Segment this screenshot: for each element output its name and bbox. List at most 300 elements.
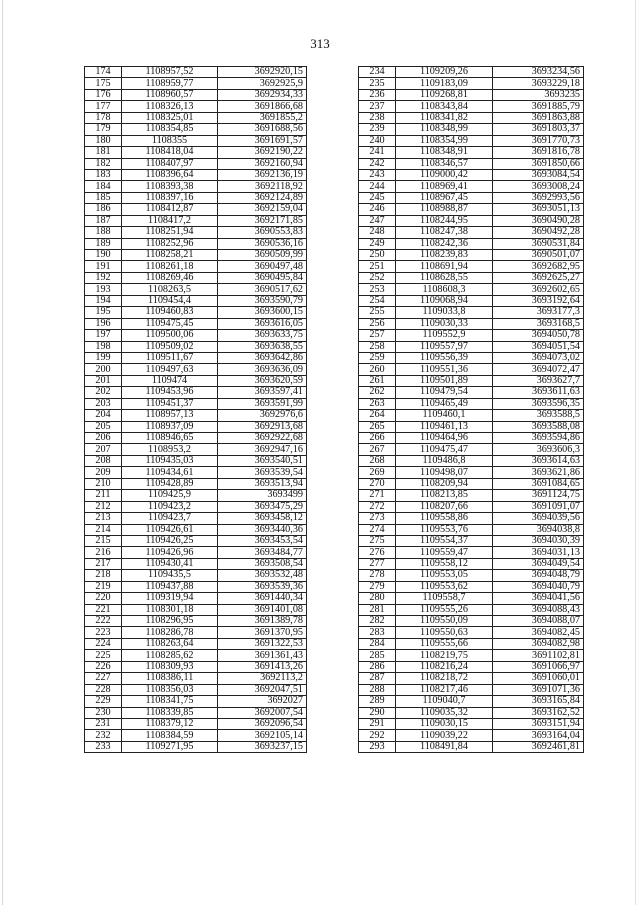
point-number-cell: 258 — [359, 341, 396, 352]
y-coordinate-cell: 3690492,28 — [493, 227, 584, 238]
x-coordinate-cell: 1109039,22 — [396, 730, 493, 741]
x-coordinate-cell: 1108341,82 — [396, 112, 493, 123]
y-coordinate-cell: 3693616,05 — [218, 318, 307, 329]
table-row — [85, 101, 307, 112]
point-number-cell: 222 — [85, 616, 122, 627]
table-row — [359, 112, 584, 123]
table-row — [85, 135, 307, 146]
point-number-cell: 244 — [359, 181, 396, 192]
table-row — [359, 467, 584, 478]
table-row — [85, 421, 307, 432]
table-row — [85, 410, 307, 421]
table-row — [359, 147, 584, 158]
y-coordinate-cell: 3692625,27 — [493, 272, 584, 283]
y-coordinate-cell: 3693164,04 — [493, 730, 584, 741]
x-coordinate-cell: 1109000,42 — [396, 169, 493, 180]
table-row — [359, 707, 584, 718]
point-number-cell: 199 — [85, 352, 122, 363]
point-number-cell: 195 — [85, 307, 122, 318]
table-row — [85, 250, 307, 261]
point-number-cell: 237 — [359, 101, 396, 112]
y-coordinate-cell: 3694038,8 — [493, 524, 584, 535]
y-coordinate-cell: 3692934,33 — [218, 89, 307, 100]
point-number-cell: 200 — [85, 364, 122, 375]
point-number-cell: 209 — [85, 467, 122, 478]
x-coordinate-cell: 1109426,61 — [122, 524, 218, 535]
point-number-cell: 223 — [85, 627, 122, 638]
x-coordinate-cell: 1108397,16 — [122, 192, 218, 203]
x-coordinate-cell: 1108239,83 — [396, 250, 493, 261]
point-number-cell: 188 — [85, 227, 122, 238]
table-row — [85, 341, 307, 352]
y-coordinate-cell: 3693611,63 — [493, 387, 584, 398]
point-number-cell: 191 — [85, 261, 122, 272]
x-coordinate-cell: 1109209,26 — [396, 67, 493, 78]
point-number-cell: 293 — [359, 741, 396, 752]
y-coordinate-cell: 3691770,73 — [493, 135, 584, 146]
table-row — [359, 650, 584, 661]
y-coordinate-cell: 3693475,29 — [218, 501, 307, 512]
y-coordinate-cell: 3693636,09 — [218, 364, 307, 375]
x-coordinate-cell: 1108244,95 — [396, 215, 493, 226]
x-coordinate-cell: 1108296,95 — [122, 616, 218, 627]
point-number-cell: 236 — [359, 89, 396, 100]
x-coordinate-cell: 1108967,45 — [396, 192, 493, 203]
y-coordinate-cell: 3693621,86 — [493, 467, 584, 478]
table-row — [359, 295, 584, 306]
table-row — [85, 387, 307, 398]
x-coordinate-cell: 1109040,7 — [396, 696, 493, 707]
point-number-cell: 216 — [85, 547, 122, 558]
y-coordinate-cell: 3693508,54 — [218, 558, 307, 569]
y-coordinate-cell: 3690490,28 — [493, 215, 584, 226]
y-coordinate-cell: 3692171,85 — [218, 215, 307, 226]
point-number-cell: 249 — [359, 238, 396, 249]
point-number-cell: 224 — [85, 638, 122, 649]
y-coordinate-cell: 3694041,56 — [493, 593, 584, 604]
point-number-cell: 284 — [359, 638, 396, 649]
y-coordinate-cell: 3693440,36 — [218, 524, 307, 535]
table-row — [85, 204, 307, 215]
point-number-cell: 184 — [85, 181, 122, 192]
x-coordinate-cell: 1109454,4 — [122, 295, 218, 306]
point-number-cell: 263 — [359, 398, 396, 409]
table-row — [85, 535, 307, 546]
point-number-cell: 220 — [85, 593, 122, 604]
y-coordinate-cell: 3692136,19 — [218, 169, 307, 180]
y-coordinate-cell: 3694073,02 — [493, 352, 584, 363]
table-row — [85, 192, 307, 203]
point-number-cell: 205 — [85, 421, 122, 432]
y-coordinate-cell: 3692027 — [218, 696, 307, 707]
point-number-cell: 211 — [85, 490, 122, 501]
x-coordinate-cell: 1109435,5 — [122, 570, 218, 581]
x-coordinate-cell: 1109501,89 — [396, 375, 493, 386]
point-number-cell: 218 — [85, 570, 122, 581]
x-coordinate-cell: 1108418,04 — [122, 147, 218, 158]
y-coordinate-cell: 3693594,86 — [493, 433, 584, 444]
x-coordinate-cell: 1108354,85 — [122, 124, 218, 135]
point-number-cell: 257 — [359, 330, 396, 341]
table-row — [359, 307, 584, 318]
point-number-cell: 234 — [359, 67, 396, 78]
x-coordinate-cell: 1108988,87 — [396, 204, 493, 215]
y-coordinate-cell: 3692047,51 — [218, 684, 307, 695]
table-row — [85, 78, 307, 89]
x-coordinate-cell: 1108960,57 — [122, 89, 218, 100]
point-number-cell: 259 — [359, 352, 396, 363]
y-coordinate-cell: 3693539,36 — [218, 581, 307, 592]
table-row — [85, 112, 307, 123]
point-number-cell: 242 — [359, 158, 396, 169]
y-coordinate-cell: 3690517,62 — [218, 284, 307, 295]
point-number-cell: 279 — [359, 581, 396, 592]
x-coordinate-cell: 1108379,12 — [122, 718, 218, 729]
point-number-cell: 254 — [359, 295, 396, 306]
table-row — [359, 192, 584, 203]
point-number-cell: 208 — [85, 455, 122, 466]
y-coordinate-cell: 3691091,07 — [493, 501, 584, 512]
point-number-cell: 210 — [85, 478, 122, 489]
table-row — [359, 215, 584, 226]
x-coordinate-cell: 1108209,94 — [396, 478, 493, 489]
point-number-cell: 219 — [85, 581, 122, 592]
x-coordinate-cell: 1108608,3 — [396, 284, 493, 295]
x-coordinate-cell: 1108219,75 — [396, 650, 493, 661]
x-coordinate-cell: 1108393,38 — [122, 181, 218, 192]
point-number-cell: 194 — [85, 295, 122, 306]
table-row — [85, 718, 307, 729]
x-coordinate-cell: 1109555,26 — [396, 604, 493, 615]
table-row — [85, 638, 307, 649]
point-number-cell: 207 — [85, 444, 122, 455]
x-coordinate-cell: 1108252,96 — [122, 238, 218, 249]
x-coordinate-cell: 1109475,45 — [122, 318, 218, 329]
point-number-cell: 246 — [359, 204, 396, 215]
x-coordinate-cell: 1109557,97 — [396, 341, 493, 352]
table-row — [85, 455, 307, 466]
table-row — [85, 741, 307, 752]
x-coordinate-cell: 1108343,84 — [396, 101, 493, 112]
point-number-cell: 226 — [85, 661, 122, 672]
y-coordinate-cell: 3691855,2 — [218, 112, 307, 123]
table-row — [359, 261, 584, 272]
point-number-cell: 183 — [85, 169, 122, 180]
x-coordinate-cell: 1109426,25 — [122, 535, 218, 546]
x-coordinate-cell: 1109453,96 — [122, 387, 218, 398]
x-coordinate-cell: 1108384,59 — [122, 730, 218, 741]
y-coordinate-cell: 3693588,5 — [493, 410, 584, 421]
x-coordinate-cell: 1109423,7 — [122, 513, 218, 524]
point-number-cell: 278 — [359, 570, 396, 581]
x-coordinate-cell: 1108953,2 — [122, 444, 218, 455]
x-coordinate-cell: 1109437,88 — [122, 581, 218, 592]
table-row — [85, 307, 307, 318]
point-number-cell: 212 — [85, 501, 122, 512]
x-coordinate-cell: 1109511,67 — [122, 352, 218, 363]
x-coordinate-cell: 1109435,03 — [122, 455, 218, 466]
y-coordinate-cell: 3691850,66 — [493, 158, 584, 169]
point-number-cell: 274 — [359, 524, 396, 535]
y-coordinate-cell: 3690497,48 — [218, 261, 307, 272]
point-number-cell: 290 — [359, 707, 396, 718]
table-row — [359, 158, 584, 169]
point-number-cell: 241 — [359, 147, 396, 158]
x-coordinate-cell: 1109558,12 — [396, 558, 493, 569]
point-number-cell: 267 — [359, 444, 396, 455]
x-coordinate-cell: 1109556,39 — [396, 352, 493, 363]
x-coordinate-cell: 1109479,54 — [396, 387, 493, 398]
point-number-cell: 275 — [359, 535, 396, 546]
y-coordinate-cell: 3691688,56 — [218, 124, 307, 135]
x-coordinate-cell: 1108957,13 — [122, 410, 218, 421]
table-row — [359, 227, 584, 238]
table-row — [359, 741, 584, 752]
point-number-cell: 185 — [85, 192, 122, 203]
y-coordinate-cell: 3691691,57 — [218, 135, 307, 146]
y-coordinate-cell: 3692913,68 — [218, 421, 307, 432]
point-number-cell: 260 — [359, 364, 396, 375]
y-coordinate-cell: 3690495,84 — [218, 272, 307, 283]
table-row — [85, 364, 307, 375]
table-row — [359, 547, 584, 558]
y-coordinate-cell: 3691863,88 — [493, 112, 584, 123]
point-number-cell: 269 — [359, 467, 396, 478]
x-coordinate-cell: 1108957,52 — [122, 67, 218, 78]
point-number-cell: 233 — [85, 741, 122, 752]
x-coordinate-cell: 1109559,47 — [396, 547, 493, 558]
point-number-cell: 206 — [85, 433, 122, 444]
scan-edge-line-left — [2, 0, 3, 905]
table-row — [359, 490, 584, 501]
x-coordinate-cell: 1109553,05 — [396, 570, 493, 581]
point-number-cell: 181 — [85, 147, 122, 158]
table-row — [85, 558, 307, 569]
table-row — [85, 673, 307, 684]
point-number-cell: 283 — [359, 627, 396, 638]
x-coordinate-cell: 1109497,63 — [122, 364, 218, 375]
table-row — [359, 398, 584, 409]
point-number-cell: 250 — [359, 250, 396, 261]
y-coordinate-cell: 3694040,79 — [493, 581, 584, 592]
y-coordinate-cell: 3692096,54 — [218, 718, 307, 729]
y-coordinate-cell: 3691885,79 — [493, 101, 584, 112]
table-row — [85, 169, 307, 180]
x-coordinate-cell: 1108356,03 — [122, 684, 218, 695]
table-row — [359, 272, 584, 283]
point-number-cell: 276 — [359, 547, 396, 558]
y-coordinate-cell: 3694039,56 — [493, 513, 584, 524]
point-number-cell: 202 — [85, 387, 122, 398]
y-coordinate-cell: 3692461,81 — [493, 741, 584, 752]
x-coordinate-cell: 1108407,97 — [122, 158, 218, 169]
table-row — [85, 570, 307, 581]
point-number-cell: 196 — [85, 318, 122, 329]
table-row — [359, 730, 584, 741]
y-coordinate-cell: 3692190,22 — [218, 147, 307, 158]
point-number-cell: 282 — [359, 616, 396, 627]
point-number-cell: 265 — [359, 421, 396, 432]
x-coordinate-cell: 1108946,65 — [122, 433, 218, 444]
x-coordinate-cell: 1109068,94 — [396, 295, 493, 306]
page-number: 313 — [310, 36, 330, 51]
point-number-cell: 231 — [85, 718, 122, 729]
table-row — [85, 730, 307, 741]
y-coordinate-cell: 3693627,7 — [493, 375, 584, 386]
y-coordinate-cell: 3693484,77 — [218, 547, 307, 558]
table-row — [85, 295, 307, 306]
x-coordinate-cell: 1109474 — [122, 375, 218, 386]
x-coordinate-cell: 1109550,63 — [396, 627, 493, 638]
table-row — [359, 181, 584, 192]
y-coordinate-cell: 3692947,16 — [218, 444, 307, 455]
table-row — [85, 501, 307, 512]
y-coordinate-cell: 3692993,56 — [493, 192, 584, 203]
y-coordinate-cell: 3693453,54 — [218, 535, 307, 546]
point-number-cell: 289 — [359, 696, 396, 707]
point-number-cell: 213 — [85, 513, 122, 524]
x-coordinate-cell: 1109500,06 — [122, 330, 218, 341]
table-row — [359, 524, 584, 535]
point-number-cell: 175 — [85, 78, 122, 89]
y-coordinate-cell: 3693597,41 — [218, 387, 307, 398]
table-row — [359, 638, 584, 649]
table-row — [359, 67, 584, 78]
y-coordinate-cell: 3692925,9 — [218, 78, 307, 89]
point-number-cell: 287 — [359, 673, 396, 684]
y-coordinate-cell: 3694072,47 — [493, 364, 584, 375]
y-coordinate-cell: 3693168,5 — [493, 318, 584, 329]
point-number-cell: 201 — [85, 375, 122, 386]
y-coordinate-cell: 3692976,6 — [218, 410, 307, 421]
x-coordinate-cell: 1108216,24 — [396, 661, 493, 672]
table-row — [359, 718, 584, 729]
x-coordinate-cell: 1109555,66 — [396, 638, 493, 649]
table-row — [85, 67, 307, 78]
point-number-cell: 248 — [359, 227, 396, 238]
y-coordinate-cell: 3693051,13 — [493, 204, 584, 215]
table-row — [85, 490, 307, 501]
y-coordinate-cell: 3690501,07 — [493, 250, 584, 261]
point-number-cell: 292 — [359, 730, 396, 741]
x-coordinate-cell: 1108348,91 — [396, 147, 493, 158]
y-coordinate-cell: 3693151,94 — [493, 718, 584, 729]
point-number-cell: 253 — [359, 284, 396, 295]
point-number-cell: 198 — [85, 341, 122, 352]
table-row — [359, 616, 584, 627]
x-coordinate-cell: 1109033,8 — [396, 307, 493, 318]
table-row — [359, 124, 584, 135]
point-number-cell: 180 — [85, 135, 122, 146]
point-number-cell: 179 — [85, 124, 122, 135]
x-coordinate-cell: 1108412,87 — [122, 204, 218, 215]
point-number-cell: 215 — [85, 535, 122, 546]
x-coordinate-cell: 1108263,5 — [122, 284, 218, 295]
y-coordinate-cell: 3693600,15 — [218, 307, 307, 318]
x-coordinate-cell: 1109475,47 — [396, 444, 493, 455]
y-coordinate-cell: 3691102,81 — [493, 650, 584, 661]
y-coordinate-cell: 3693513,94 — [218, 478, 307, 489]
point-number-cell: 291 — [359, 718, 396, 729]
point-number-cell: 261 — [359, 375, 396, 386]
point-number-cell: 239 — [359, 124, 396, 135]
table-row — [85, 352, 307, 363]
x-coordinate-cell: 1108261,18 — [122, 261, 218, 272]
point-number-cell: 228 — [85, 684, 122, 695]
x-coordinate-cell: 1108285,62 — [122, 650, 218, 661]
table-row — [85, 593, 307, 604]
point-number-cell: 256 — [359, 318, 396, 329]
x-coordinate-cell: 1108959,77 — [122, 78, 218, 89]
y-coordinate-cell: 3691866,68 — [218, 101, 307, 112]
table-row — [85, 330, 307, 341]
x-coordinate-cell: 1108213,85 — [396, 490, 493, 501]
point-number-cell: 187 — [85, 215, 122, 226]
point-number-cell: 288 — [359, 684, 396, 695]
x-coordinate-cell: 1109550,09 — [396, 616, 493, 627]
x-coordinate-cell: 1108937,09 — [122, 421, 218, 432]
point-number-cell: 273 — [359, 513, 396, 524]
table-row — [359, 169, 584, 180]
x-coordinate-cell: 1109551,36 — [396, 364, 493, 375]
y-coordinate-cell: 3693532,48 — [218, 570, 307, 581]
y-coordinate-cell: 3693590,79 — [218, 295, 307, 306]
point-number-cell: 197 — [85, 330, 122, 341]
y-coordinate-cell: 3692682,95 — [493, 261, 584, 272]
y-coordinate-cell: 3691413,26 — [218, 661, 307, 672]
x-coordinate-cell: 1108242,36 — [396, 238, 493, 249]
x-coordinate-cell: 1109319,94 — [122, 593, 218, 604]
x-coordinate-cell: 1108396,64 — [122, 169, 218, 180]
point-number-cell: 177 — [85, 101, 122, 112]
x-coordinate-cell: 1109035,32 — [396, 707, 493, 718]
point-number-cell: 277 — [359, 558, 396, 569]
y-coordinate-cell: 3694030,39 — [493, 535, 584, 546]
table-row — [359, 101, 584, 112]
y-coordinate-cell: 3692007,54 — [218, 707, 307, 718]
x-coordinate-cell: 1108355 — [122, 135, 218, 146]
y-coordinate-cell: 3690509,99 — [218, 250, 307, 261]
table-row — [359, 330, 584, 341]
x-coordinate-cell: 1108217,46 — [396, 684, 493, 695]
point-number-cell: 229 — [85, 696, 122, 707]
y-coordinate-cell: 3693499 — [218, 490, 307, 501]
x-coordinate-cell: 1109498,07 — [396, 467, 493, 478]
table-row — [359, 478, 584, 489]
point-number-cell: 230 — [85, 707, 122, 718]
coordinates-table-left — [84, 66, 307, 753]
y-coordinate-cell: 3694082,45 — [493, 627, 584, 638]
table-row — [85, 158, 307, 169]
table-row — [359, 341, 584, 352]
table-row — [85, 89, 307, 100]
table-row — [85, 398, 307, 409]
y-coordinate-cell: 3693234,56 — [493, 67, 584, 78]
x-coordinate-cell: 1109428,89 — [122, 478, 218, 489]
point-number-cell: 227 — [85, 673, 122, 684]
y-coordinate-cell: 3691084,65 — [493, 478, 584, 489]
y-coordinate-cell: 3693192,64 — [493, 295, 584, 306]
table-row — [359, 513, 584, 524]
x-coordinate-cell: 1109183,09 — [396, 78, 493, 89]
x-coordinate-cell: 1109460,83 — [122, 307, 218, 318]
y-coordinate-cell: 3693237,15 — [218, 741, 307, 752]
table-row — [85, 524, 307, 535]
x-coordinate-cell: 1108969,41 — [396, 181, 493, 192]
x-coordinate-cell: 1109451,37 — [122, 398, 218, 409]
table-row — [85, 181, 307, 192]
y-coordinate-cell: 3693642,86 — [218, 352, 307, 363]
